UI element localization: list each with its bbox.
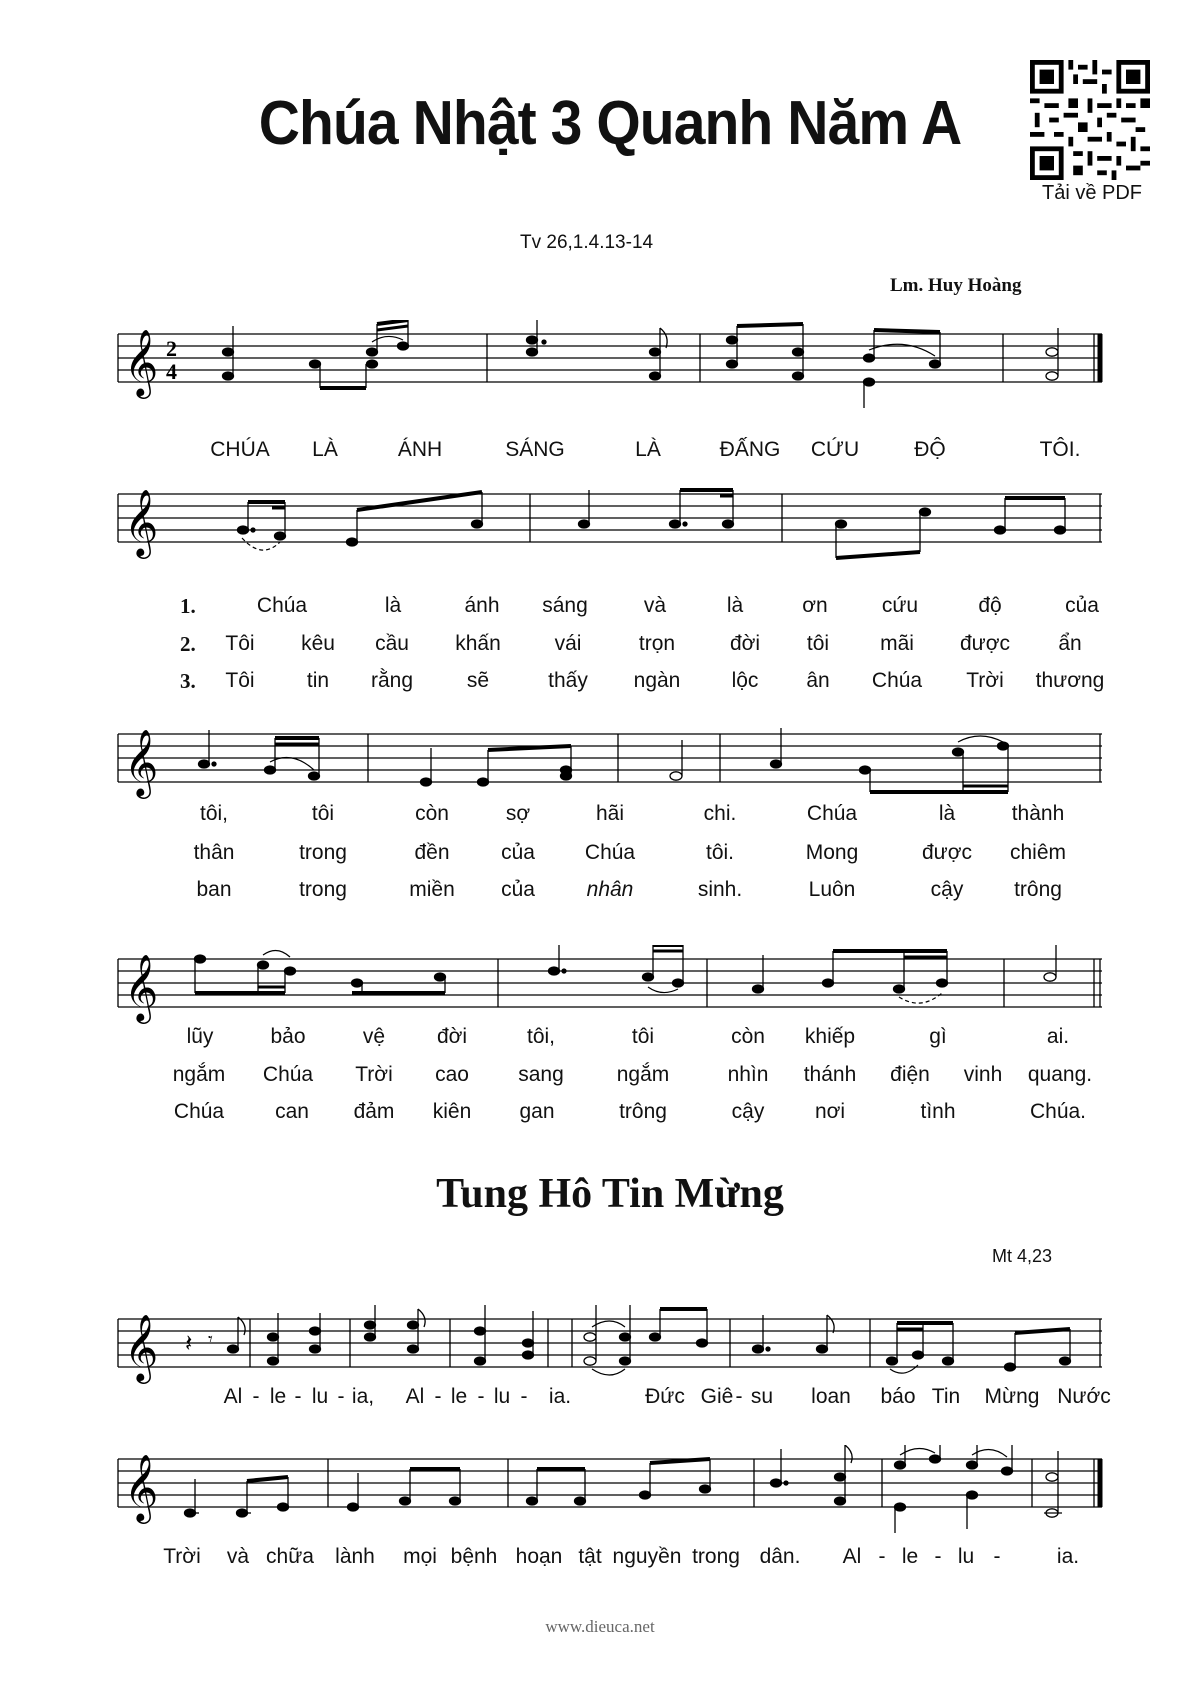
lyric-word: ÁNH (397, 438, 443, 461)
lyric-word: thân (193, 841, 235, 864)
lyric-word: của (501, 841, 535, 864)
lyric-word: đời (729, 632, 761, 655)
svg-text:𝄞: 𝄞 (124, 488, 159, 556)
svg-text:𝄾: 𝄾 (208, 1329, 213, 1350)
lyric-word: thương (1035, 669, 1105, 692)
lyric-word: ân (806, 669, 830, 692)
svg-text:𝄞: 𝄞 (124, 1313, 159, 1381)
lyric-word: tôi. (705, 841, 735, 864)
lyric-word: le (269, 1385, 287, 1408)
svg-text:𝄞: 𝄞 (124, 728, 159, 796)
lyric-word: sáng (542, 594, 588, 617)
lyric-word: tôi (631, 1025, 655, 1048)
qr-code-icon[interactable] (1030, 60, 1150, 180)
lyric-word: Giê (700, 1385, 734, 1408)
verse-number: 3. (180, 669, 196, 693)
section-title: Tung Hô Tin Mừng (436, 1171, 784, 1217)
lyric-word: quang. (1027, 1063, 1093, 1086)
lyric-word: tôi, (526, 1025, 556, 1048)
lyric-word: LÀ (635, 438, 661, 461)
lyric-word: Trời (163, 1545, 201, 1568)
lyric-word: đảm (353, 1100, 395, 1123)
lyric-word: CHÚA (210, 438, 270, 461)
lyric-word: bảo (270, 1025, 306, 1048)
lyric-word: Mừng (984, 1385, 1040, 1408)
lyric-word: - (294, 1385, 302, 1408)
lyric-word: CỨU (810, 438, 860, 461)
lyric-word: - (252, 1385, 260, 1408)
lyric-word: Chúa (173, 1100, 225, 1123)
lyric-word: sẽ (466, 669, 490, 692)
lyric-word: bệnh (450, 1545, 498, 1568)
lyric-word: vệ (362, 1025, 386, 1048)
lyric-word: - (477, 1385, 485, 1408)
lyric-word: ia. (548, 1385, 572, 1408)
staff-verse-1 (110, 480, 1110, 570)
lyric-word: - (520, 1385, 528, 1408)
lyric-word: được (921, 841, 973, 864)
lyric-word: cao (435, 1063, 469, 1086)
svg-text:𝄞: 𝄞 (124, 328, 159, 396)
lyric-word: trong (692, 1545, 740, 1568)
lyric-word: Luôn (808, 878, 856, 901)
lyric-word: ngắm (172, 1063, 226, 1086)
gospel-reference: Mt 4,23 (992, 1246, 1053, 1266)
lyric-word: trọn (638, 632, 676, 655)
lyric-word: Al (405, 1385, 425, 1408)
lyric-word: - (993, 1545, 1001, 1568)
lyric-word: Nước (1057, 1385, 1111, 1408)
footer-site[interactable]: www.dieuca.net (545, 1617, 655, 1636)
lyric-word: dân. (759, 1545, 801, 1568)
lyric-word: ia. (1056, 1545, 1080, 1568)
lyric-word: - (434, 1385, 442, 1408)
lyric-word: lộc (731, 669, 759, 692)
page-title: Chúa Nhật 3 Quanh Năm A (258, 89, 962, 158)
lyric-word: le (450, 1385, 468, 1408)
lyric-word: thành (1011, 802, 1065, 825)
lyric-word: lũy (186, 1025, 214, 1048)
lyric-word: mọi (403, 1545, 437, 1568)
lyric-word: cầu (375, 632, 409, 655)
lyric-word: thánh (803, 1063, 857, 1086)
lyric-word: Chúa (584, 841, 636, 864)
svg-text:𝄞: 𝄞 (124, 953, 159, 1021)
lyric-word: nhìn (727, 1063, 769, 1086)
lyric-word: Trời (966, 669, 1004, 692)
lyric-word: miền (409, 878, 455, 901)
lyric-word: Chúa (256, 594, 308, 617)
lyric-word: tật (578, 1545, 602, 1568)
lyric-word: khiếp (804, 1025, 856, 1048)
lyric-word: là (938, 802, 956, 825)
lyric-word: gan (519, 1100, 555, 1123)
lyric-word: điện (890, 1063, 930, 1086)
verse-number: 2. (180, 632, 196, 656)
lyric-word: chi. (703, 802, 737, 825)
lyric-word: vinh (963, 1063, 1003, 1086)
lyric-word: của (1065, 594, 1099, 617)
qr-caption[interactable]: Tải về PDF (1041, 182, 1143, 204)
lyric-word: cậy (930, 878, 964, 901)
lyric-word: tôi (806, 632, 830, 655)
lyric-word: trông (619, 1100, 667, 1123)
lyric-word: ĐỘ (914, 438, 946, 461)
lyric-word: mãi (880, 632, 914, 655)
lyric-word: tình (920, 1100, 956, 1123)
lyric-word: vái (554, 632, 582, 655)
lyric-word: Trời (355, 1063, 393, 1086)
staff-verse-2 (110, 720, 1110, 810)
author: Lm. Huy Hoàng (890, 275, 1022, 296)
lyric-word: Chúa (871, 669, 923, 692)
lyric-word: cậy (731, 1100, 765, 1123)
lyric-word: - (878, 1545, 886, 1568)
lyric-word: Chúa. (1029, 1100, 1087, 1123)
lyric-word: cứu (881, 594, 919, 617)
lyric-word: can (275, 1100, 309, 1123)
lyric-word: còn (415, 802, 449, 825)
lyric-word: Tin (931, 1385, 961, 1408)
lyric-word: đời (436, 1025, 468, 1048)
lyric-word: loan (811, 1385, 851, 1408)
lyric-word: hoạn (515, 1545, 563, 1568)
staff-gospel-1 (110, 1305, 1110, 1395)
svg-text:𝄞: 𝄞 (124, 1453, 159, 1521)
lyric-word: của (501, 878, 535, 901)
lyric-word: SÁNG (505, 438, 565, 461)
staff-gospel-2 (110, 1445, 1110, 1535)
lyric-word: ngàn (633, 669, 681, 692)
lyric-word: - (934, 1545, 942, 1568)
lyric-word: Al (842, 1545, 862, 1568)
lyric-word: lành (335, 1545, 375, 1568)
lyric-word: ẩn (1058, 632, 1082, 655)
lyric-word: tin (306, 669, 330, 692)
lyric-word: thấy (548, 669, 588, 692)
lyric-word: ĐẤNG (719, 438, 781, 461)
lyric-word: Đức (645, 1385, 685, 1408)
svg-text:𝄽: 𝄽 (185, 1329, 193, 1357)
lyric-word: ánh (464, 594, 500, 617)
lyric-word: lu (957, 1545, 975, 1568)
lyric-word: Mong (805, 841, 859, 864)
lyric-word: ngắm (616, 1063, 670, 1086)
lyric-word: đền (414, 841, 450, 864)
lyric-word: su (750, 1385, 774, 1408)
verse-number: 1. (180, 594, 196, 618)
lyric-word: độ (978, 594, 1002, 617)
lyric-word: tôi, (199, 802, 229, 825)
lyric-word: lu (311, 1385, 329, 1408)
lyric-word: kêu (301, 632, 335, 655)
lyric-word: chữa (266, 1545, 314, 1568)
psalm-reference: Tv 26,1.4.13-14 (520, 232, 654, 253)
lyric-word: LÀ (312, 438, 338, 461)
lyric-word: Al (223, 1385, 243, 1408)
lyric-word: kiên (432, 1100, 472, 1123)
staff-refrain (110, 320, 1110, 410)
lyric-word: Tôi (225, 669, 255, 692)
lyric-word: - (337, 1385, 345, 1408)
lyric-word: là (726, 594, 744, 617)
lyric-word: nhân (586, 878, 634, 901)
lyric-word: chiêm (1009, 841, 1067, 864)
lyric-word: gì (929, 1025, 947, 1048)
lyric-word: ban (196, 878, 232, 901)
lyric-word: hãi (595, 802, 625, 825)
lyric-word: Tôi (225, 632, 255, 655)
svg-text:4: 4 (166, 359, 177, 384)
lyric-word: - (735, 1385, 743, 1408)
staff-verse-3 (110, 945, 1110, 1035)
lyric-word: tôi (311, 802, 335, 825)
lyric-word: và (643, 594, 667, 617)
lyric-word: ai. (1046, 1025, 1070, 1048)
lyric-word: nơi (814, 1100, 846, 1123)
lyric-word: khấn (455, 632, 501, 655)
lyric-word: Chúa (806, 802, 858, 825)
lyric-word: trông (1014, 878, 1062, 901)
lyric-word: trong (299, 878, 347, 901)
lyric-word: Chúa (262, 1063, 314, 1086)
lyric-word: nguyền (612, 1545, 682, 1568)
lyric-word: là (384, 594, 402, 617)
lyric-word: sang (518, 1063, 564, 1086)
lyric-word: le (901, 1545, 919, 1568)
lyric-word: được (959, 632, 1011, 655)
lyric-word: sợ (505, 802, 531, 825)
lyric-word: trong (299, 841, 347, 864)
svg-text:2: 2 (166, 336, 177, 361)
lyric-word: sinh. (697, 878, 743, 901)
lyric-word: ơn (802, 594, 828, 617)
lyric-word: báo (880, 1385, 916, 1408)
lyric-word: ia, (351, 1385, 375, 1408)
lyric-word: và (226, 1545, 250, 1568)
lyric-word: lu (493, 1385, 511, 1408)
lyric-word: rằng (370, 669, 414, 692)
lyric-word: TÔI. (1039, 438, 1081, 461)
lyric-word: còn (731, 1025, 765, 1048)
